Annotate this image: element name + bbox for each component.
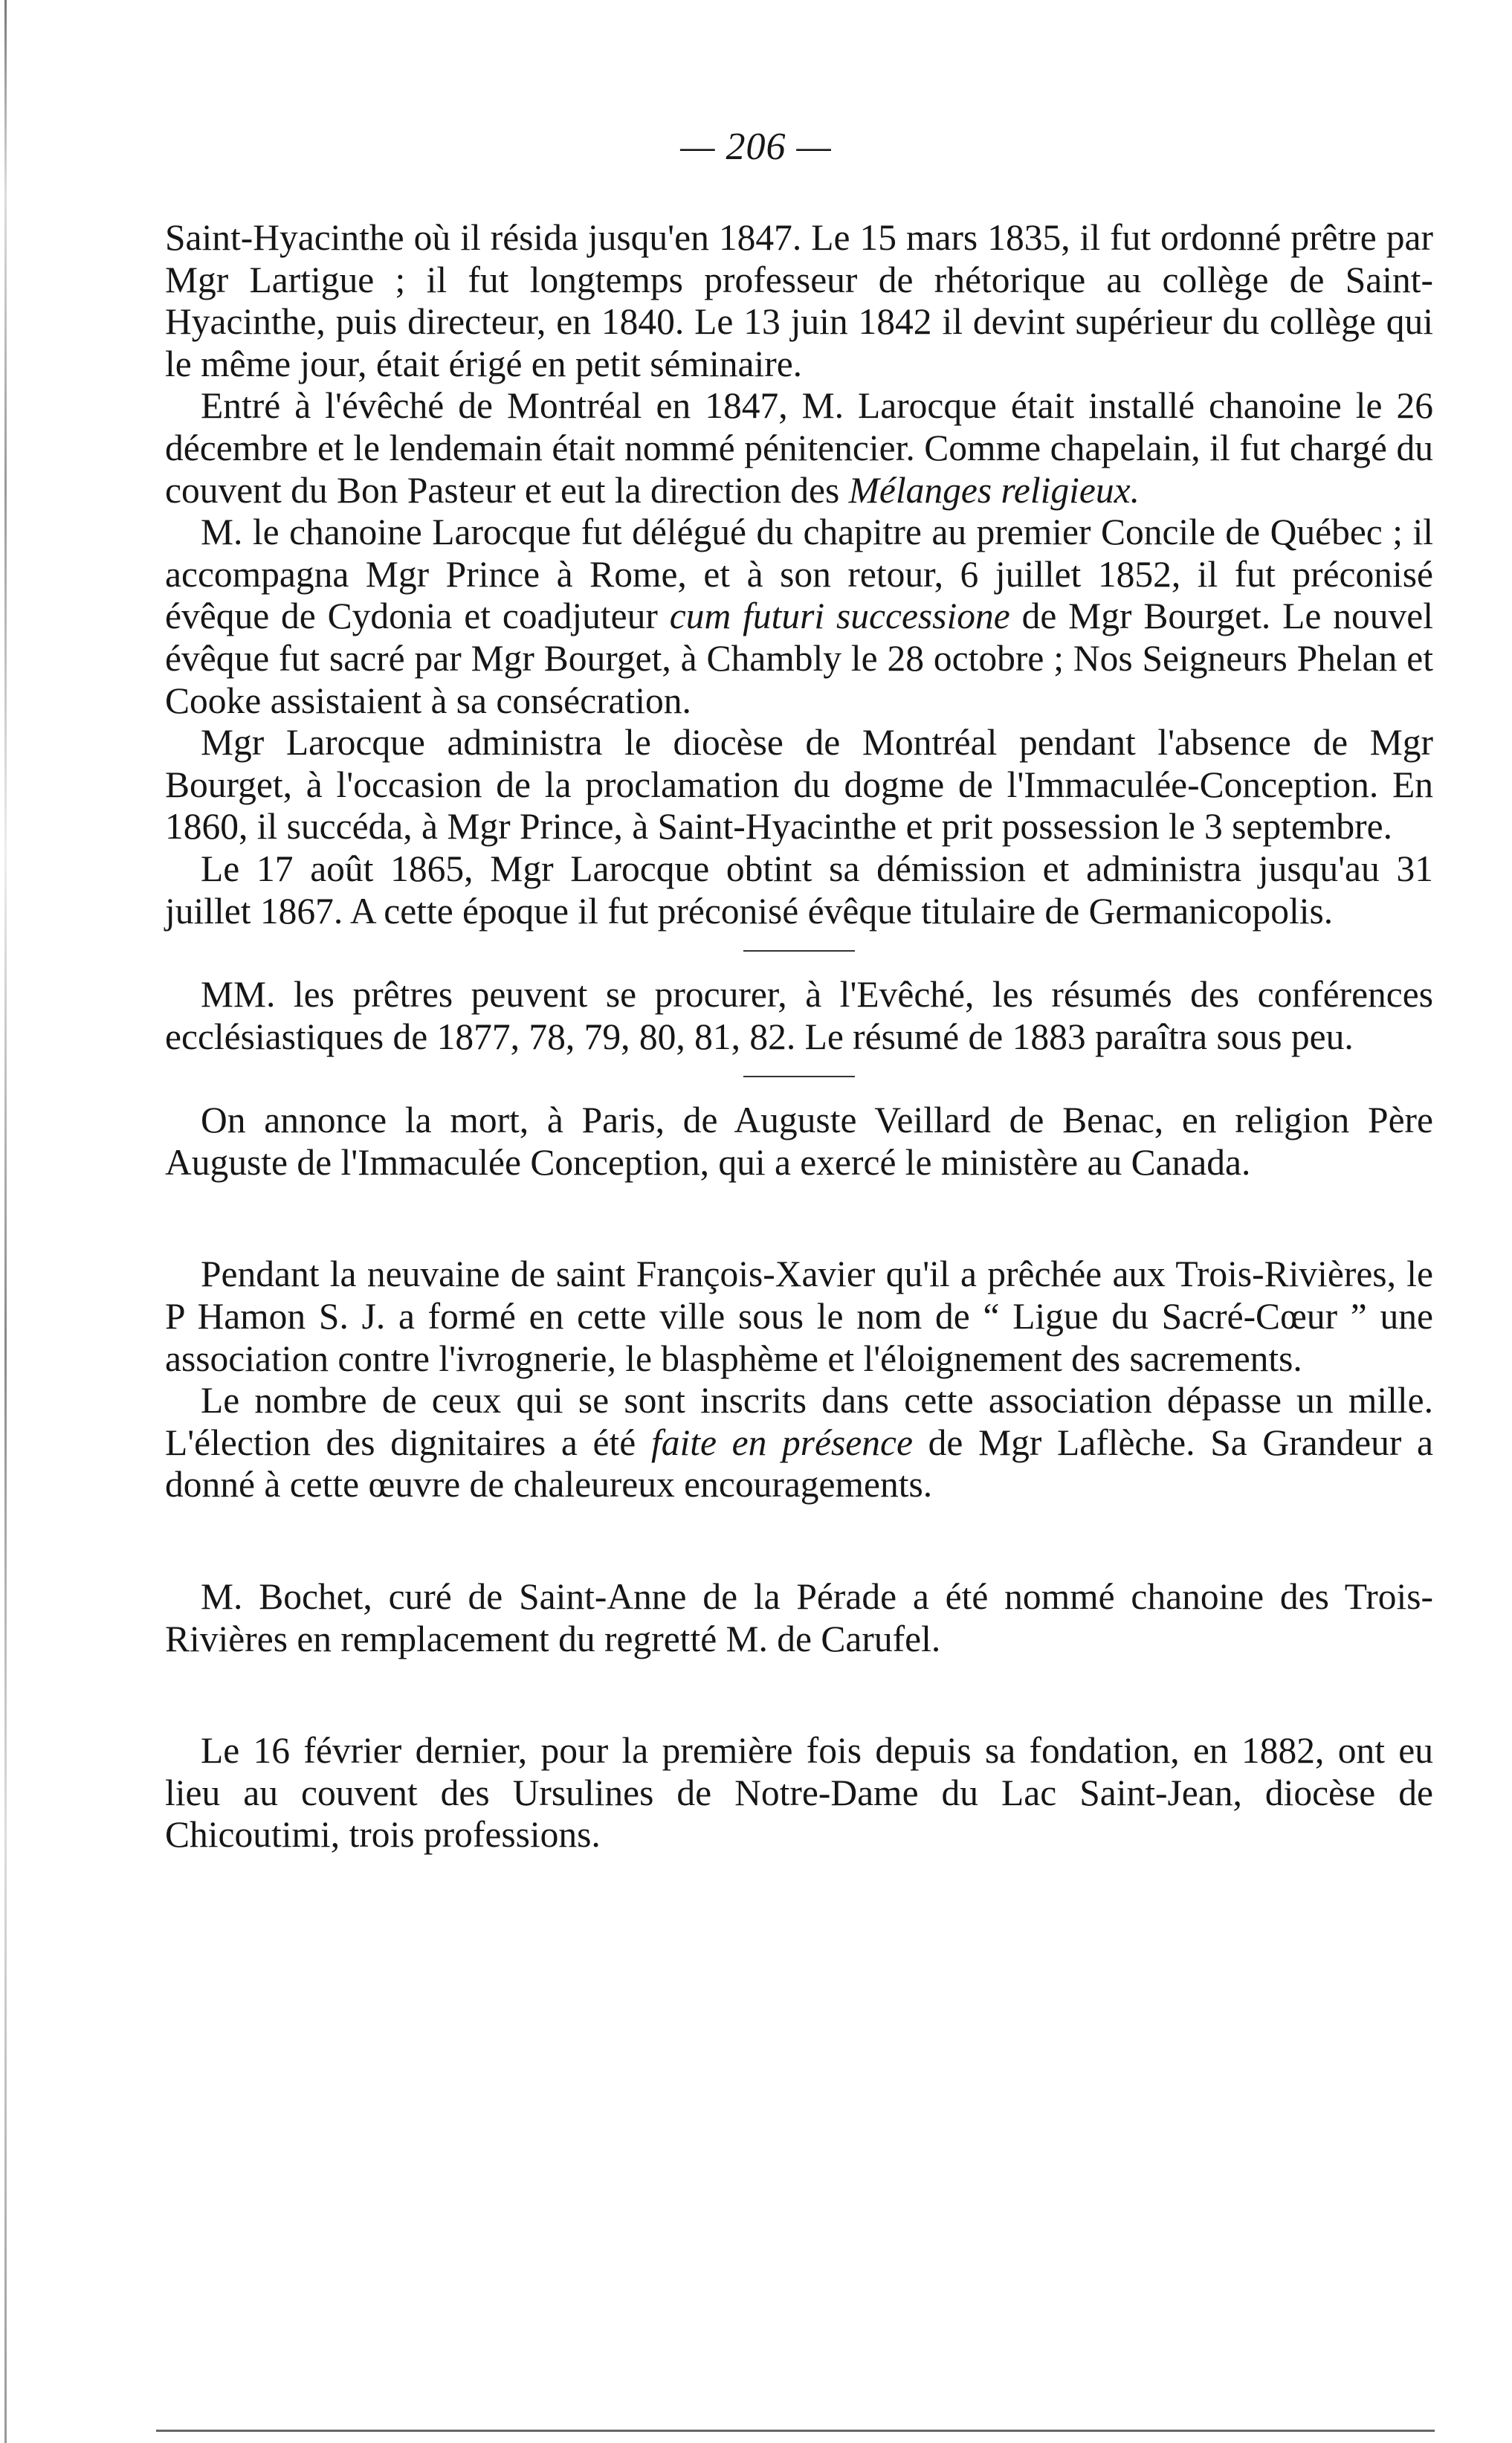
page-binding-edge xyxy=(4,0,7,2443)
journal-title: Mélanges religieux. xyxy=(848,469,1140,511)
paragraph-5: Le 17 août 1865, Mgr Larocque obtint sa démission et administra jusqu'au 31 juillet 1867. A cette époque il fut préconisé évêque titulaire de Germanicopolis. xyxy=(165,848,1433,932)
section-divider-1 xyxy=(743,950,855,952)
paragraph-6: MM. les prêtres peuvent se procurer, à l'Evêché, les résumés des conférences ecclésiastiques de 1877, 78, 79, 80, 81, 82. Le résumé de 1883 paraîtra sous peu. xyxy=(165,974,1433,1057)
paragraph-2-text: Entré à l'évêché de Montréal en 1847, M. Larocque était installé chanoine le 26 décembre et le lendemain était nommé pénitencier. Comme chapelain, il fut chargé du couvent du Bon Pasteur et eut la direction des xyxy=(165,385,1433,511)
paragraph-10: M. Bochet, curé de Saint-Anne de la Pérade a été nommé chanoine des Trois-Rivières en remplacement du regretté M. de Carufel. xyxy=(165,1576,1433,1659)
paragraph-3-text-a: M. le chanoine Larocque fut délégué du chapitre au premier Concile de Québec ; il accompagna Mgr Prince à Rome, et à son retour, 6 juillet 1852, il fut préconisé évêque de Cydonia et coadjuteur xyxy=(165,511,1433,637)
paragraph-9-text-b: de Mgr Laflèche. Sa Grandeur a donné à cette œuvre de chaleureux encouragements. xyxy=(165,1421,1433,1506)
page-bottom-edge xyxy=(156,2430,1435,2432)
paragraph-2 xyxy=(165,385,1433,511)
paragraph-7: On annonce la mort, à Paris, de Auguste Veillard de Benac, en religion Père Auguste de l'Immaculée Conception, qui a exercé le ministère au Canada. xyxy=(165,1100,1433,1183)
section-divider-2 xyxy=(743,1076,855,1077)
page-number: — 206 — xyxy=(680,126,832,168)
paragraph-3-text-b: de Mgr Bourget. Le nouvel évêque fut sacré par Mgr Bourget, à Chambly le 28 octobre ; Nos Seigneurs Phelan et Cooke assistaient à sa consécration. xyxy=(165,596,1433,721)
paragraph-4: Mgr Larocque administra le diocèse de Montréal pendant l'absence de Mgr Bourget, à l'occasion de la proclamation du dogme de l'Immaculée-Conception. En 1860, il succéda, à Mgr Prince, à Saint-Hyacinthe et prit possession le 3 septembre. xyxy=(165,722,1433,848)
paragraph-3 xyxy=(165,511,1433,722)
paragraph-11: Le 16 février dernier, pour la première fois depuis sa fondation, en 1882, ont eu lieu au couvent des Ursulines de Notre-Dame du Lac Saint-Jean, diocèse de Chicoutimi, trois professions. xyxy=(165,1730,1433,1856)
italic-phrase: faite en présence xyxy=(650,1421,913,1463)
paragraph-9 xyxy=(165,1380,1433,1506)
latin-phrase: cum futuri successione xyxy=(669,596,1010,637)
paragraph-1: Saint-Hyacinthe où il résida jusqu'en 1847. Le 15 mars 1835, il fut ordonné prêtre par Mgr Lartigue ; il fut longtemps professeur de rhétorique au collège de Saint-Hyacinthe, puis directeur, en 1840. Le 13 juin 1842 il devint supérieur du collège qui le même jour, était érigé en petit séminaire. xyxy=(165,217,1433,384)
body-text xyxy=(165,217,1433,1856)
paragraph-9-text-a: Le nombre de ceux qui se sont inscrits dans cette association dépasse un mille. L'élection des dignitaires a été xyxy=(165,1380,1433,1463)
paragraph-8: Pendant la neuvaine de saint François-Xavier qu'il a prêchée aux Trois-Rivières, le P Hamon S. J. a formé en cette ville sous le nom de “ Ligue du Sacré-Cœur ” une association contre l'ivrognerie, le blasphème et l'éloignement des sacrements. xyxy=(165,1253,1433,1379)
